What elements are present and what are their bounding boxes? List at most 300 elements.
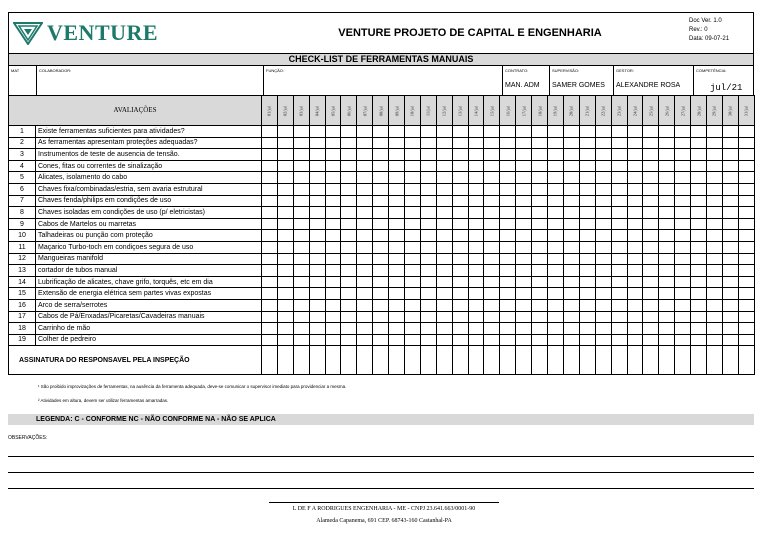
check-cell[interactable] bbox=[643, 149, 659, 161]
check-cell[interactable] bbox=[309, 230, 325, 242]
check-cell[interactable] bbox=[277, 265, 293, 277]
check-cell[interactable] bbox=[277, 276, 293, 288]
check-cell[interactable] bbox=[420, 323, 436, 335]
check-cell[interactable] bbox=[309, 126, 325, 138]
check-cell[interactable] bbox=[309, 276, 325, 288]
signature-cell[interactable] bbox=[293, 346, 309, 375]
check-cell[interactable] bbox=[643, 276, 659, 288]
check-cell[interactable] bbox=[373, 183, 389, 195]
mat-field[interactable] bbox=[9, 66, 37, 95]
check-cell[interactable] bbox=[389, 311, 405, 323]
check-cell[interactable] bbox=[691, 137, 707, 149]
signature-cell[interactable] bbox=[500, 346, 516, 375]
check-cell[interactable] bbox=[341, 172, 357, 184]
check-cell[interactable] bbox=[579, 265, 595, 277]
check-cell[interactable] bbox=[277, 253, 293, 265]
check-cell[interactable] bbox=[389, 288, 405, 300]
check-cell[interactable] bbox=[659, 253, 675, 265]
signature-cell[interactable] bbox=[277, 346, 293, 375]
check-cell[interactable] bbox=[420, 334, 436, 346]
check-cell[interactable] bbox=[595, 334, 611, 346]
check-cell[interactable] bbox=[563, 253, 579, 265]
check-cell[interactable] bbox=[389, 137, 405, 149]
check-cell[interactable] bbox=[293, 241, 309, 253]
check-cell[interactable] bbox=[738, 241, 754, 253]
check-cell[interactable] bbox=[500, 149, 516, 161]
check-cell[interactable] bbox=[341, 311, 357, 323]
check-cell[interactable] bbox=[341, 253, 357, 265]
check-cell[interactable] bbox=[436, 126, 452, 138]
check-cell[interactable] bbox=[675, 126, 691, 138]
check-cell[interactable] bbox=[738, 230, 754, 242]
check-cell[interactable] bbox=[500, 172, 516, 184]
check-cell[interactable] bbox=[691, 323, 707, 335]
check-cell[interactable] bbox=[357, 276, 373, 288]
check-cell[interactable] bbox=[405, 126, 421, 138]
check-cell[interactable] bbox=[293, 137, 309, 149]
check-cell[interactable] bbox=[691, 241, 707, 253]
check-cell[interactable] bbox=[595, 218, 611, 230]
check-cell[interactable] bbox=[436, 241, 452, 253]
check-cell[interactable] bbox=[293, 265, 309, 277]
check-cell[interactable] bbox=[675, 253, 691, 265]
observacoes-line[interactable] bbox=[8, 441, 754, 457]
check-cell[interactable] bbox=[277, 311, 293, 323]
check-cell[interactable] bbox=[468, 172, 484, 184]
check-cell[interactable] bbox=[373, 195, 389, 207]
check-cell[interactable] bbox=[373, 323, 389, 335]
check-cell[interactable] bbox=[452, 195, 468, 207]
check-cell[interactable] bbox=[627, 195, 643, 207]
check-cell[interactable] bbox=[532, 299, 548, 311]
check-cell[interactable] bbox=[548, 276, 564, 288]
check-cell[interactable] bbox=[357, 241, 373, 253]
check-cell[interactable] bbox=[579, 323, 595, 335]
check-cell[interactable] bbox=[341, 183, 357, 195]
check-cell[interactable] bbox=[691, 218, 707, 230]
check-cell[interactable] bbox=[262, 288, 278, 300]
check-cell[interactable] bbox=[500, 207, 516, 219]
check-cell[interactable] bbox=[516, 265, 532, 277]
check-cell[interactable] bbox=[405, 195, 421, 207]
check-cell[interactable] bbox=[627, 172, 643, 184]
check-cell[interactable] bbox=[516, 241, 532, 253]
check-cell[interactable] bbox=[373, 149, 389, 161]
check-cell[interactable] bbox=[579, 126, 595, 138]
check-cell[interactable] bbox=[357, 334, 373, 346]
check-cell[interactable] bbox=[389, 149, 405, 161]
check-cell[interactable] bbox=[643, 183, 659, 195]
check-cell[interactable] bbox=[325, 149, 341, 161]
check-cell[interactable] bbox=[500, 288, 516, 300]
check-cell[interactable] bbox=[548, 126, 564, 138]
check-cell[interactable] bbox=[643, 323, 659, 335]
check-cell[interactable] bbox=[548, 195, 564, 207]
check-cell[interactable] bbox=[452, 265, 468, 277]
check-cell[interactable] bbox=[722, 334, 738, 346]
check-cell[interactable] bbox=[532, 241, 548, 253]
check-cell[interactable] bbox=[436, 276, 452, 288]
check-cell[interactable] bbox=[722, 126, 738, 138]
check-cell[interactable] bbox=[389, 299, 405, 311]
check-cell[interactable] bbox=[611, 195, 627, 207]
check-cell[interactable] bbox=[516, 172, 532, 184]
check-cell[interactable] bbox=[357, 230, 373, 242]
check-cell[interactable] bbox=[516, 299, 532, 311]
signature-cell[interactable] bbox=[341, 346, 357, 375]
signature-cell[interactable] bbox=[706, 346, 722, 375]
check-cell[interactable] bbox=[357, 311, 373, 323]
check-cell[interactable] bbox=[436, 323, 452, 335]
check-cell[interactable] bbox=[277, 207, 293, 219]
check-cell[interactable] bbox=[293, 276, 309, 288]
check-cell[interactable] bbox=[452, 230, 468, 242]
check-cell[interactable] bbox=[452, 172, 468, 184]
check-cell[interactable] bbox=[484, 253, 500, 265]
check-cell[interactable] bbox=[706, 241, 722, 253]
check-cell[interactable] bbox=[548, 334, 564, 346]
check-cell[interactable] bbox=[277, 323, 293, 335]
check-cell[interactable] bbox=[611, 311, 627, 323]
check-cell[interactable] bbox=[722, 207, 738, 219]
check-cell[interactable] bbox=[357, 207, 373, 219]
check-cell[interactable] bbox=[722, 288, 738, 300]
check-cell[interactable] bbox=[373, 288, 389, 300]
check-cell[interactable] bbox=[675, 334, 691, 346]
check-cell[interactable] bbox=[420, 299, 436, 311]
check-cell[interactable] bbox=[436, 253, 452, 265]
check-cell[interactable] bbox=[373, 218, 389, 230]
check-cell[interactable] bbox=[738, 137, 754, 149]
check-cell[interactable] bbox=[309, 172, 325, 184]
check-cell[interactable] bbox=[643, 230, 659, 242]
check-cell[interactable] bbox=[516, 195, 532, 207]
check-cell[interactable] bbox=[563, 126, 579, 138]
check-cell[interactable] bbox=[579, 172, 595, 184]
check-cell[interactable] bbox=[325, 230, 341, 242]
check-cell[interactable] bbox=[722, 137, 738, 149]
check-cell[interactable] bbox=[293, 218, 309, 230]
check-cell[interactable] bbox=[516, 276, 532, 288]
check-cell[interactable] bbox=[532, 183, 548, 195]
signature-cell[interactable] bbox=[436, 346, 452, 375]
check-cell[interactable] bbox=[706, 334, 722, 346]
check-cell[interactable] bbox=[452, 149, 468, 161]
check-cell[interactable] bbox=[675, 323, 691, 335]
check-cell[interactable] bbox=[563, 299, 579, 311]
check-cell[interactable] bbox=[659, 323, 675, 335]
check-cell[interactable] bbox=[516, 253, 532, 265]
check-cell[interactable] bbox=[532, 172, 548, 184]
check-cell[interactable] bbox=[627, 160, 643, 172]
check-cell[interactable] bbox=[643, 195, 659, 207]
check-cell[interactable] bbox=[659, 126, 675, 138]
check-cell[interactable] bbox=[675, 160, 691, 172]
check-cell[interactable] bbox=[532, 195, 548, 207]
check-cell[interactable] bbox=[532, 137, 548, 149]
check-cell[interactable] bbox=[595, 149, 611, 161]
check-cell[interactable] bbox=[675, 207, 691, 219]
check-cell[interactable] bbox=[389, 276, 405, 288]
check-cell[interactable] bbox=[548, 160, 564, 172]
check-cell[interactable] bbox=[675, 241, 691, 253]
check-cell[interactable] bbox=[500, 323, 516, 335]
check-cell[interactable] bbox=[611, 334, 627, 346]
check-cell[interactable] bbox=[532, 276, 548, 288]
check-cell[interactable] bbox=[659, 241, 675, 253]
signature-cell[interactable] bbox=[659, 346, 675, 375]
check-cell[interactable] bbox=[579, 334, 595, 346]
signature-cell[interactable] bbox=[548, 346, 564, 375]
check-cell[interactable] bbox=[722, 276, 738, 288]
check-cell[interactable] bbox=[309, 288, 325, 300]
signature-cell[interactable] bbox=[643, 346, 659, 375]
check-cell[interactable] bbox=[500, 137, 516, 149]
check-cell[interactable] bbox=[675, 265, 691, 277]
check-cell[interactable] bbox=[627, 149, 643, 161]
signature-cell[interactable] bbox=[389, 346, 405, 375]
check-cell[interactable] bbox=[500, 160, 516, 172]
check-cell[interactable] bbox=[516, 230, 532, 242]
check-cell[interactable] bbox=[420, 218, 436, 230]
check-cell[interactable] bbox=[500, 299, 516, 311]
check-cell[interactable] bbox=[341, 218, 357, 230]
check-cell[interactable] bbox=[548, 288, 564, 300]
check-cell[interactable] bbox=[420, 207, 436, 219]
check-cell[interactable] bbox=[643, 253, 659, 265]
signature-cell[interactable] bbox=[262, 346, 278, 375]
check-cell[interactable] bbox=[675, 299, 691, 311]
check-cell[interactable] bbox=[706, 230, 722, 242]
check-cell[interactable] bbox=[436, 218, 452, 230]
check-cell[interactable] bbox=[563, 172, 579, 184]
check-cell[interactable] bbox=[548, 299, 564, 311]
check-cell[interactable] bbox=[579, 276, 595, 288]
check-cell[interactable] bbox=[357, 195, 373, 207]
check-cell[interactable] bbox=[579, 288, 595, 300]
signature-cell[interactable] bbox=[468, 346, 484, 375]
check-cell[interactable] bbox=[452, 253, 468, 265]
check-cell[interactable] bbox=[405, 311, 421, 323]
check-cell[interactable] bbox=[325, 323, 341, 335]
check-cell[interactable] bbox=[309, 160, 325, 172]
check-cell[interactable] bbox=[341, 149, 357, 161]
check-cell[interactable] bbox=[563, 195, 579, 207]
check-cell[interactable] bbox=[293, 288, 309, 300]
check-cell[interactable] bbox=[659, 207, 675, 219]
check-cell[interactable] bbox=[706, 137, 722, 149]
contrato-field[interactable] bbox=[503, 66, 550, 95]
check-cell[interactable] bbox=[659, 160, 675, 172]
check-cell[interactable] bbox=[627, 137, 643, 149]
check-cell[interactable] bbox=[643, 288, 659, 300]
check-cell[interactable] bbox=[277, 334, 293, 346]
check-cell[interactable] bbox=[516, 160, 532, 172]
check-cell[interactable] bbox=[373, 207, 389, 219]
check-cell[interactable] bbox=[659, 334, 675, 346]
check-cell[interactable] bbox=[659, 137, 675, 149]
signature-cell[interactable] bbox=[738, 346, 754, 375]
check-cell[interactable] bbox=[357, 183, 373, 195]
check-cell[interactable] bbox=[277, 218, 293, 230]
signature-cell[interactable] bbox=[325, 346, 341, 375]
check-cell[interactable] bbox=[611, 288, 627, 300]
check-cell[interactable] bbox=[563, 241, 579, 253]
check-cell[interactable] bbox=[627, 241, 643, 253]
check-cell[interactable] bbox=[548, 311, 564, 323]
check-cell[interactable] bbox=[341, 323, 357, 335]
check-cell[interactable] bbox=[691, 299, 707, 311]
check-cell[interactable] bbox=[516, 149, 532, 161]
observacoes-line[interactable] bbox=[8, 473, 754, 489]
check-cell[interactable] bbox=[722, 195, 738, 207]
check-cell[interactable] bbox=[357, 160, 373, 172]
check-cell[interactable] bbox=[532, 160, 548, 172]
check-cell[interactable] bbox=[484, 334, 500, 346]
check-cell[interactable] bbox=[611, 160, 627, 172]
check-cell[interactable] bbox=[675, 137, 691, 149]
check-cell[interactable] bbox=[738, 149, 754, 161]
check-cell[interactable] bbox=[516, 218, 532, 230]
check-cell[interactable] bbox=[436, 160, 452, 172]
check-cell[interactable] bbox=[468, 323, 484, 335]
check-cell[interactable] bbox=[373, 160, 389, 172]
check-cell[interactable] bbox=[484, 311, 500, 323]
check-cell[interactable] bbox=[405, 288, 421, 300]
check-cell[interactable] bbox=[611, 323, 627, 335]
check-cell[interactable] bbox=[500, 183, 516, 195]
check-cell[interactable] bbox=[262, 323, 278, 335]
check-cell[interactable] bbox=[516, 323, 532, 335]
check-cell[interactable] bbox=[325, 218, 341, 230]
check-cell[interactable] bbox=[691, 172, 707, 184]
signature-cell[interactable] bbox=[420, 346, 436, 375]
check-cell[interactable] bbox=[262, 276, 278, 288]
check-cell[interactable] bbox=[643, 218, 659, 230]
check-cell[interactable] bbox=[309, 218, 325, 230]
signature-cell[interactable] bbox=[722, 346, 738, 375]
signature-cell[interactable] bbox=[516, 346, 532, 375]
check-cell[interactable] bbox=[548, 183, 564, 195]
check-cell[interactable] bbox=[262, 218, 278, 230]
check-cell[interactable] bbox=[548, 323, 564, 335]
check-cell[interactable] bbox=[548, 265, 564, 277]
check-cell[interactable] bbox=[373, 334, 389, 346]
check-cell[interactable] bbox=[738, 126, 754, 138]
check-cell[interactable] bbox=[532, 323, 548, 335]
check-cell[interactable] bbox=[389, 218, 405, 230]
check-cell[interactable] bbox=[293, 183, 309, 195]
check-cell[interactable] bbox=[627, 207, 643, 219]
check-cell[interactable] bbox=[436, 195, 452, 207]
check-cell[interactable] bbox=[706, 311, 722, 323]
check-cell[interactable] bbox=[659, 230, 675, 242]
check-cell[interactable] bbox=[420, 241, 436, 253]
check-cell[interactable] bbox=[420, 183, 436, 195]
check-cell[interactable] bbox=[579, 218, 595, 230]
check-cell[interactable] bbox=[627, 126, 643, 138]
check-cell[interactable] bbox=[357, 149, 373, 161]
check-cell[interactable] bbox=[548, 149, 564, 161]
signature-cell[interactable] bbox=[484, 346, 500, 375]
check-cell[interactable] bbox=[548, 241, 564, 253]
check-cell[interactable] bbox=[325, 160, 341, 172]
check-cell[interactable] bbox=[468, 230, 484, 242]
check-cell[interactable] bbox=[675, 276, 691, 288]
check-cell[interactable] bbox=[500, 126, 516, 138]
check-cell[interactable] bbox=[277, 126, 293, 138]
check-cell[interactable] bbox=[611, 183, 627, 195]
check-cell[interactable] bbox=[595, 126, 611, 138]
check-cell[interactable] bbox=[484, 265, 500, 277]
check-cell[interactable] bbox=[262, 126, 278, 138]
supervisao-field[interactable] bbox=[550, 66, 614, 95]
check-cell[interactable] bbox=[468, 183, 484, 195]
check-cell[interactable] bbox=[325, 265, 341, 277]
check-cell[interactable] bbox=[532, 207, 548, 219]
check-cell[interactable] bbox=[262, 299, 278, 311]
check-cell[interactable] bbox=[373, 265, 389, 277]
check-cell[interactable] bbox=[262, 311, 278, 323]
check-cell[interactable] bbox=[389, 265, 405, 277]
check-cell[interactable] bbox=[563, 218, 579, 230]
check-cell[interactable] bbox=[452, 183, 468, 195]
signature-cell[interactable] bbox=[563, 346, 579, 375]
check-cell[interactable] bbox=[452, 160, 468, 172]
check-cell[interactable] bbox=[611, 149, 627, 161]
check-cell[interactable] bbox=[579, 195, 595, 207]
check-cell[interactable] bbox=[532, 230, 548, 242]
check-cell[interactable] bbox=[627, 288, 643, 300]
check-cell[interactable] bbox=[436, 311, 452, 323]
check-cell[interactable] bbox=[341, 288, 357, 300]
check-cell[interactable] bbox=[579, 149, 595, 161]
check-cell[interactable] bbox=[341, 126, 357, 138]
check-cell[interactable] bbox=[595, 241, 611, 253]
check-cell[interactable] bbox=[706, 299, 722, 311]
check-cell[interactable] bbox=[532, 311, 548, 323]
check-cell[interactable] bbox=[738, 311, 754, 323]
check-cell[interactable] bbox=[452, 137, 468, 149]
check-cell[interactable] bbox=[643, 172, 659, 184]
check-cell[interactable] bbox=[389, 172, 405, 184]
check-cell[interactable] bbox=[405, 241, 421, 253]
check-cell[interactable] bbox=[611, 241, 627, 253]
check-cell[interactable] bbox=[595, 323, 611, 335]
check-cell[interactable] bbox=[563, 265, 579, 277]
check-cell[interactable] bbox=[389, 334, 405, 346]
check-cell[interactable] bbox=[484, 126, 500, 138]
check-cell[interactable] bbox=[643, 160, 659, 172]
check-cell[interactable] bbox=[595, 276, 611, 288]
check-cell[interactable] bbox=[405, 172, 421, 184]
check-cell[interactable] bbox=[373, 126, 389, 138]
check-cell[interactable] bbox=[579, 299, 595, 311]
check-cell[interactable] bbox=[262, 230, 278, 242]
check-cell[interactable] bbox=[357, 253, 373, 265]
check-cell[interactable] bbox=[722, 149, 738, 161]
check-cell[interactable] bbox=[309, 137, 325, 149]
check-cell[interactable] bbox=[484, 172, 500, 184]
check-cell[interactable] bbox=[468, 218, 484, 230]
check-cell[interactable] bbox=[595, 137, 611, 149]
check-cell[interactable] bbox=[516, 311, 532, 323]
check-cell[interactable] bbox=[722, 311, 738, 323]
check-cell[interactable] bbox=[611, 299, 627, 311]
check-cell[interactable] bbox=[484, 230, 500, 242]
check-cell[interactable] bbox=[691, 207, 707, 219]
check-cell[interactable] bbox=[325, 195, 341, 207]
